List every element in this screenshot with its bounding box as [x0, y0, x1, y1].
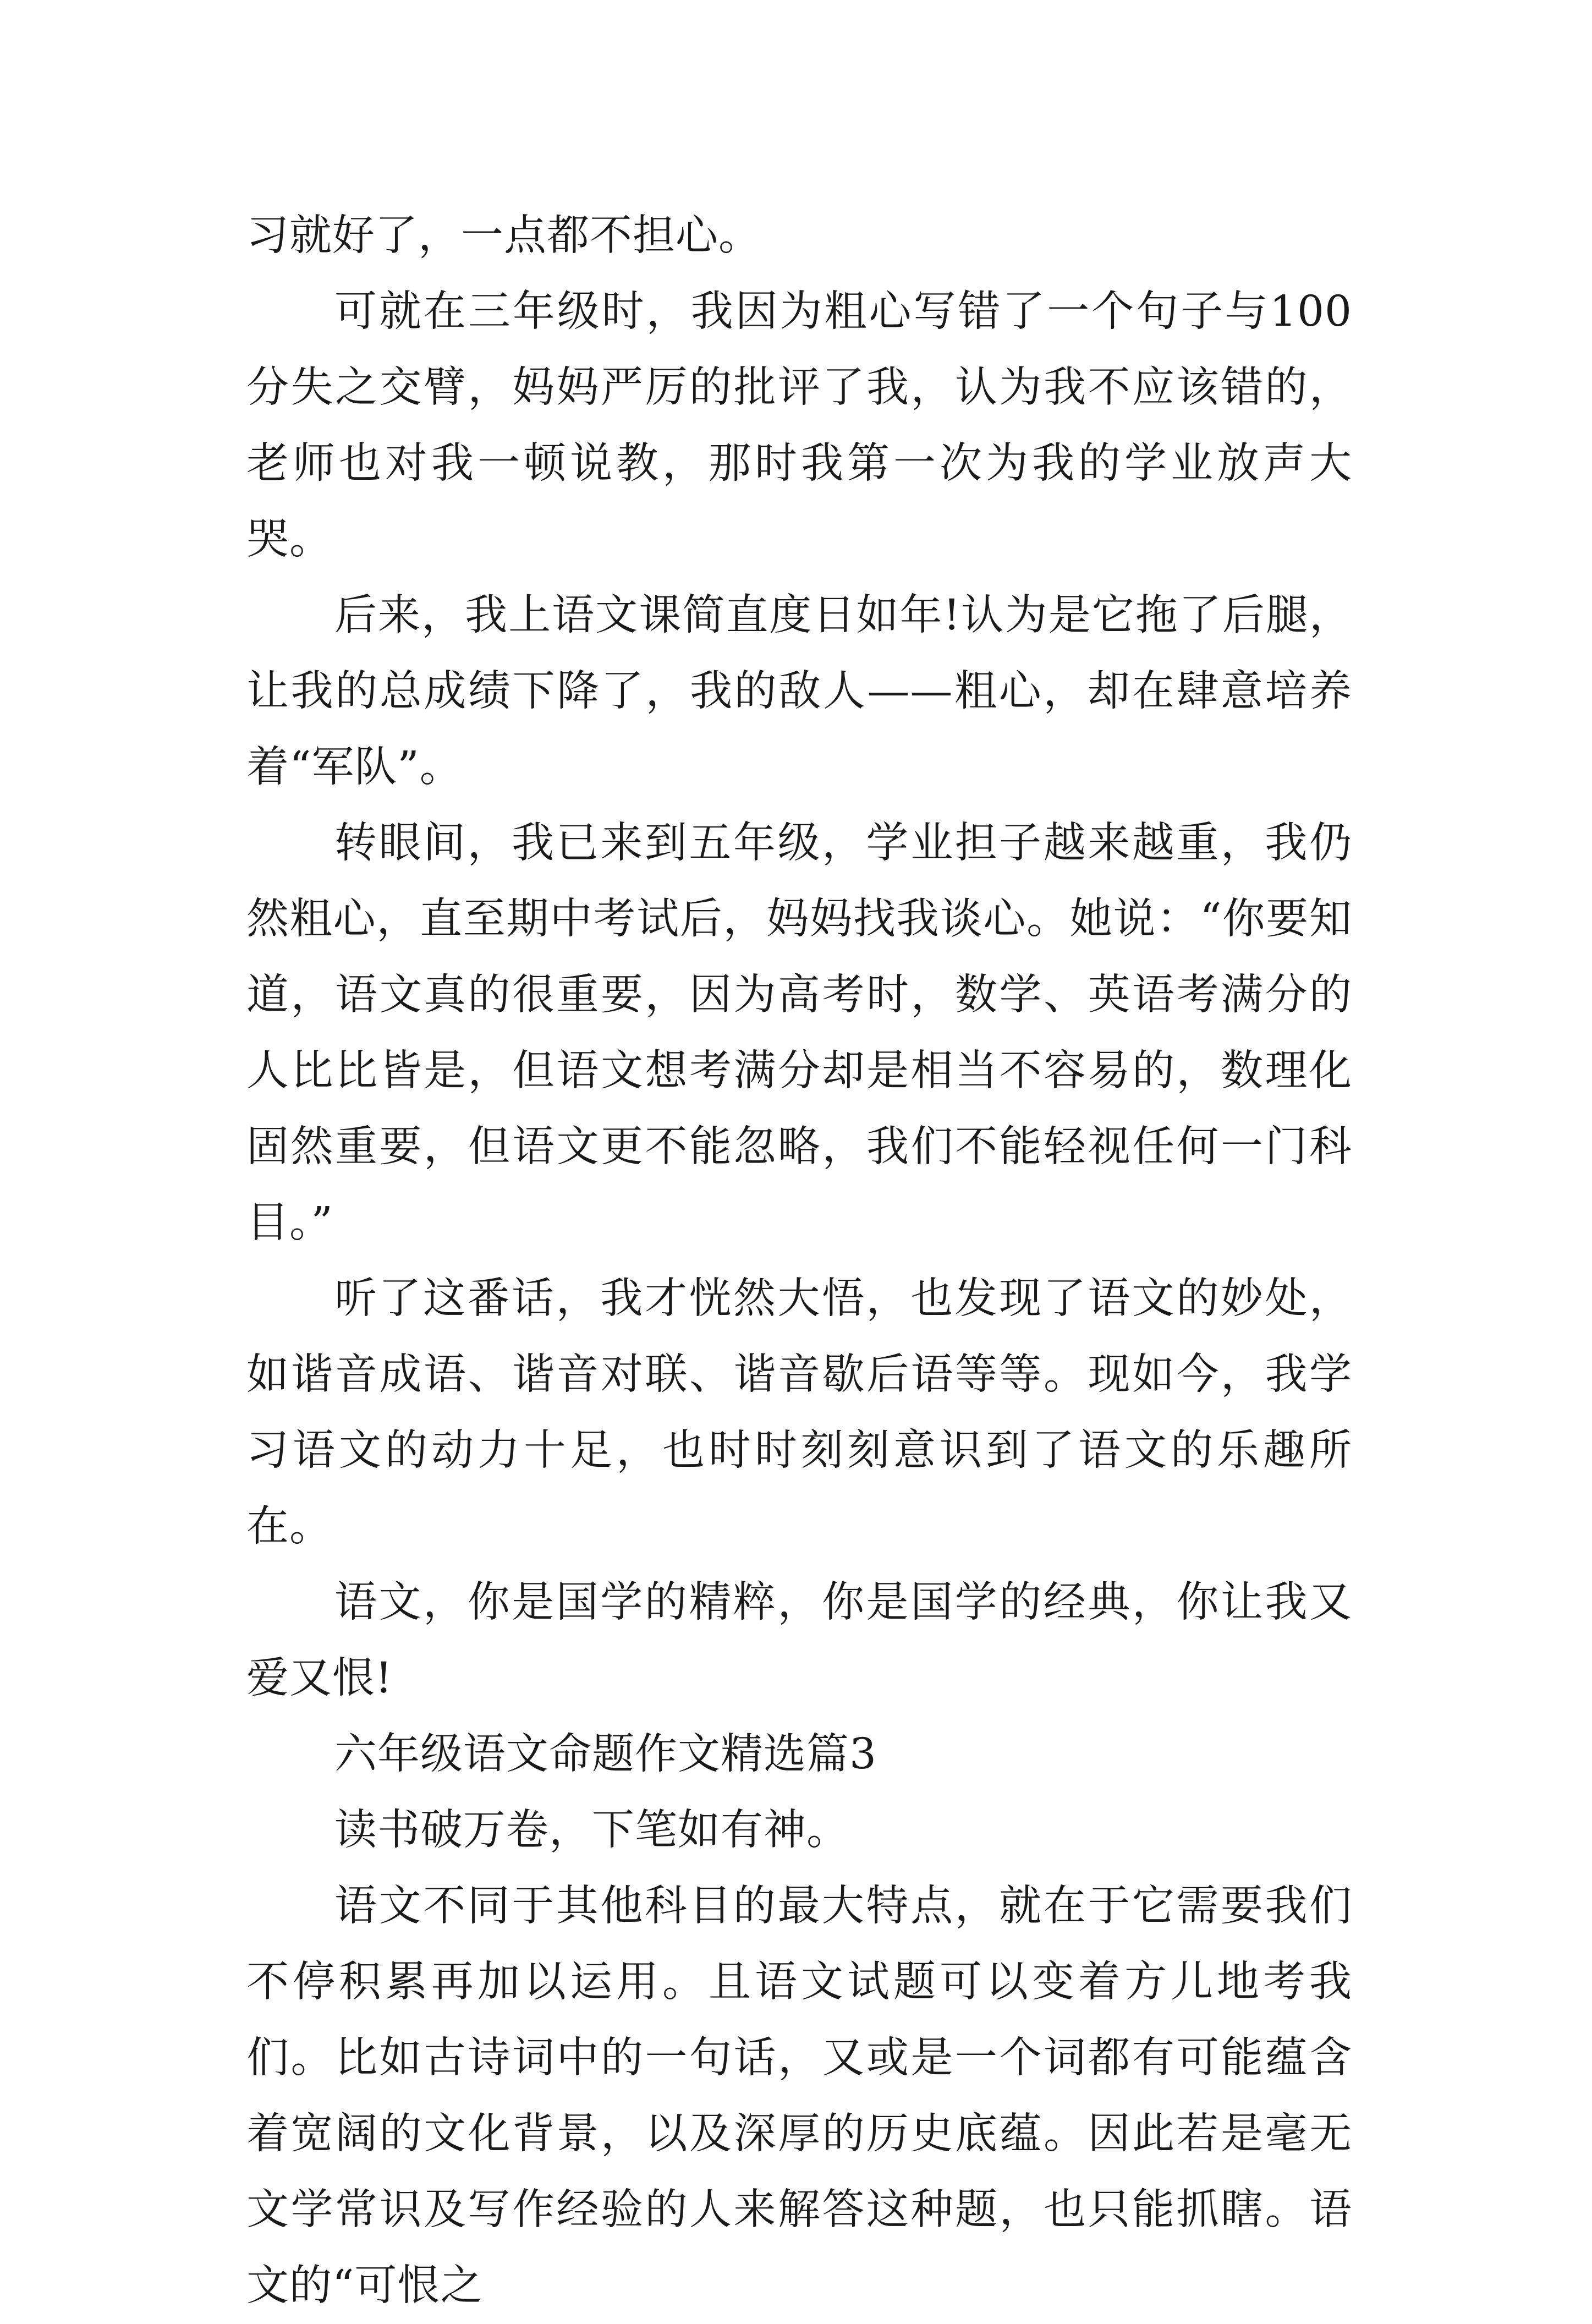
paragraph: 读书破万卷，下笔如有神。 — [334, 1806, 849, 1855]
paragraph: 转眼间，我已来到五年级，学业担子越来越重，我仍然粗心，直至期中考试后，妈妈找我谈心。她说：“你要知道，语文真的很重要，因为高考时，数学、英语考满分的人比比皆是，但语文想考满分却是相当不容易的，数理化固然重要，但语文更不能忽略，我们不能轻视任何一门科目。” — [246, 819, 1352, 1247]
paragraph: 后来，我上语文课简直度日如年!认为是它拖了后腿，让我的总成绩下降了，我的敌人——粗心，却在肆意培养着“军队”。 — [246, 591, 1352, 792]
paragraph: 语文，你是国学的精粹，你是国学的经典，你让我又爱又恨! — [246, 1578, 1352, 1703]
paragraph: 可就在三年级时，我因为粗心写错了一个句子与100分失之交臂，妈妈严厉的批评了我，认为我不应该错的，老师也对我一顿说教，那时我第一次为我的学业放声大哭。 — [246, 287, 1352, 564]
paragraph: 语文不同于其他科目的最大特点，就在于它需要我们不停积累再加以运用。且语文试题可以变着方儿地考我们。比如古诗词中的一句话，又或是一个词都有可能蕴含着宽阔的文化背景，以及深厚的历史底蕴。因此若是毫无文学常识及写作经验的人来解答这种题，也只能抓瞎。语文的“可恨之 — [246, 1882, 1352, 2310]
document-body — [246, 198, 1352, 2324]
section-heading: 六年级语文命题作文精选篇3 — [334, 1730, 877, 1779]
paragraph-continuation: 习就好了，一点都不担心。 — [246, 211, 761, 260]
paragraph: 听了这番话，我才恍然大悟，也发现了语文的妙处，如谐音成语、谐音对联、谐音歇后语等等。现如今，我学习语文的动力十足，也时时刻刻意识到了语文的乐趣所在。 — [246, 1274, 1352, 1551]
